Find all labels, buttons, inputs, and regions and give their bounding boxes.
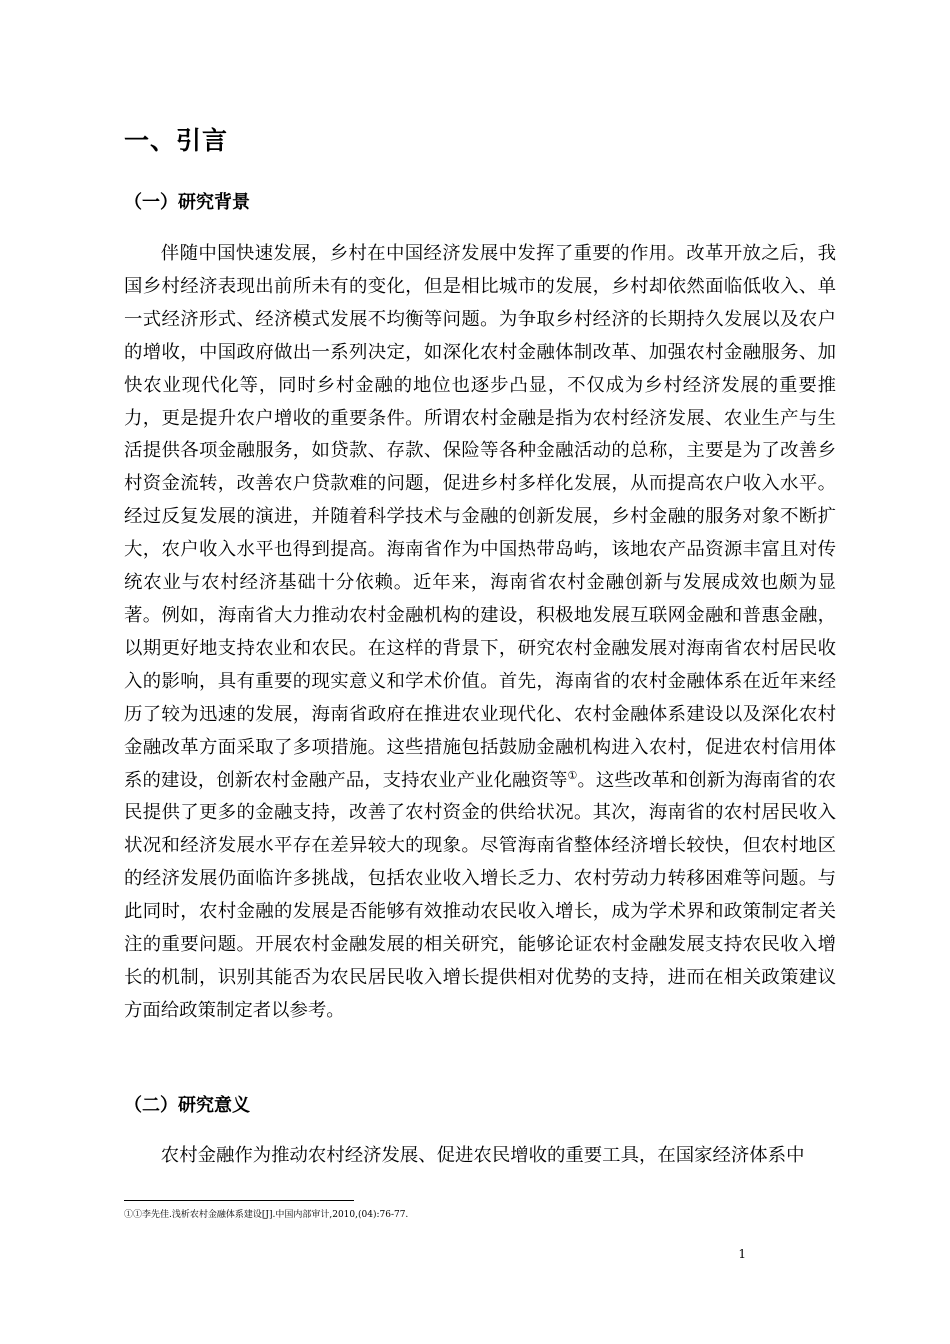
footnote-reference-marker: ①	[567, 768, 578, 782]
background-paragraph	[124, 238, 836, 1028]
significance-paragraph: 农村金融作为推动农村经济发展、促进农民增收的重要工具，在国家经济体系中	[160, 1145, 805, 1166]
subsection-heading-significance: （二）研究意义	[124, 1095, 250, 1116]
footnote-separator	[124, 1200, 354, 1201]
subsection-heading-background: （一）研究背景	[124, 192, 250, 213]
section-heading: 一、引言	[124, 126, 229, 155]
background-paragraph-text-part1: 伴随中国快速发展，乡村在中国经济发展中发挥了重要的作用。改革开放之后，我国乡村经济表现出前所未有的变化，但是相比城市的发展，乡村却依然面临低收入、单一式经济形式、经济模式发展不均衡等问题。为争取乡村经济的长期持久发展以及农户的增收，中国政府做出一系列决定，如深化农村金融体制改革、加强农村金融服务、加快农业现代化等，同时乡村金融的地位也逐步凸显，不仅成为乡村经济发展的重要推力，更是提升农户增收的重要条件。所谓农村金融是指为农村经济发展、农业生产与生活提供各项金融服务，如贷款、存款、保险等各种金融活动的总称，主要是为了改善乡村资金流转，改善农户贷款难的问题，促进乡村多样化发展，从而提高农户收入水平。经过反复发展的演进，并随着科学技术与金融的创新发展，乡村金融的服务对象不断扩大，农户收入水平也得到提高。海南省作为中国热带岛屿，该地农产品资源丰富且对传统农业与农村经济基础十分依赖。近年来，海南省农村金融创新与发展成效也颇为显著。例如，海南省大力推动农村金融机构的建设，积极地发展互联网金融和普惠金融，以期更好地支持农业和农民。在这样的背景下，研究农村金融发展对海南省农村居民收入的影响，具有重要的现实意义和学术价值。首先，海南省的农村金融体系在近年来经历了较为迅速的发展，海南省政府在推进农业现代化、农村金融体系建设以及深化农村金融改革方面采取了多项措施。这些措施包括鼓励金融机构进入农村，促进农村信用体系的建设，创新农村金融产品，支持农业产业化融资等	[124, 243, 836, 791]
background-paragraph-text-part2: 。这些改革和创新为海南省的农民提供了更多的金融支持，改善了农村资金的供给状况。其次，海南省的农村居民收入状况和经济发展水平存在差异较大的现象。尽管海南省整体经济增长较快，但农村地区的经济发展仍面临许多挑战，包括农业收入增长乏力、农村劳动力转移困难等问题。与此同时，农村金融的发展是否能够有效推动农民收入增长，成为学术界和政策制定者关注的重要问题。开展农村金融发展的相关研究，能够论证农村金融发展支持农民收入增长的机制，识别其能否为农民居民收入增长提供相对优势的支持，进而在相关政策建议方面给政策制定者以参考。	[124, 769, 836, 1021]
footnote: ①①李先佳.浅析农村金融体系建设[J].中国内部审计,2010,(04):76-77.	[124, 1210, 409, 1220]
page-number: 1	[738, 1247, 746, 1261]
